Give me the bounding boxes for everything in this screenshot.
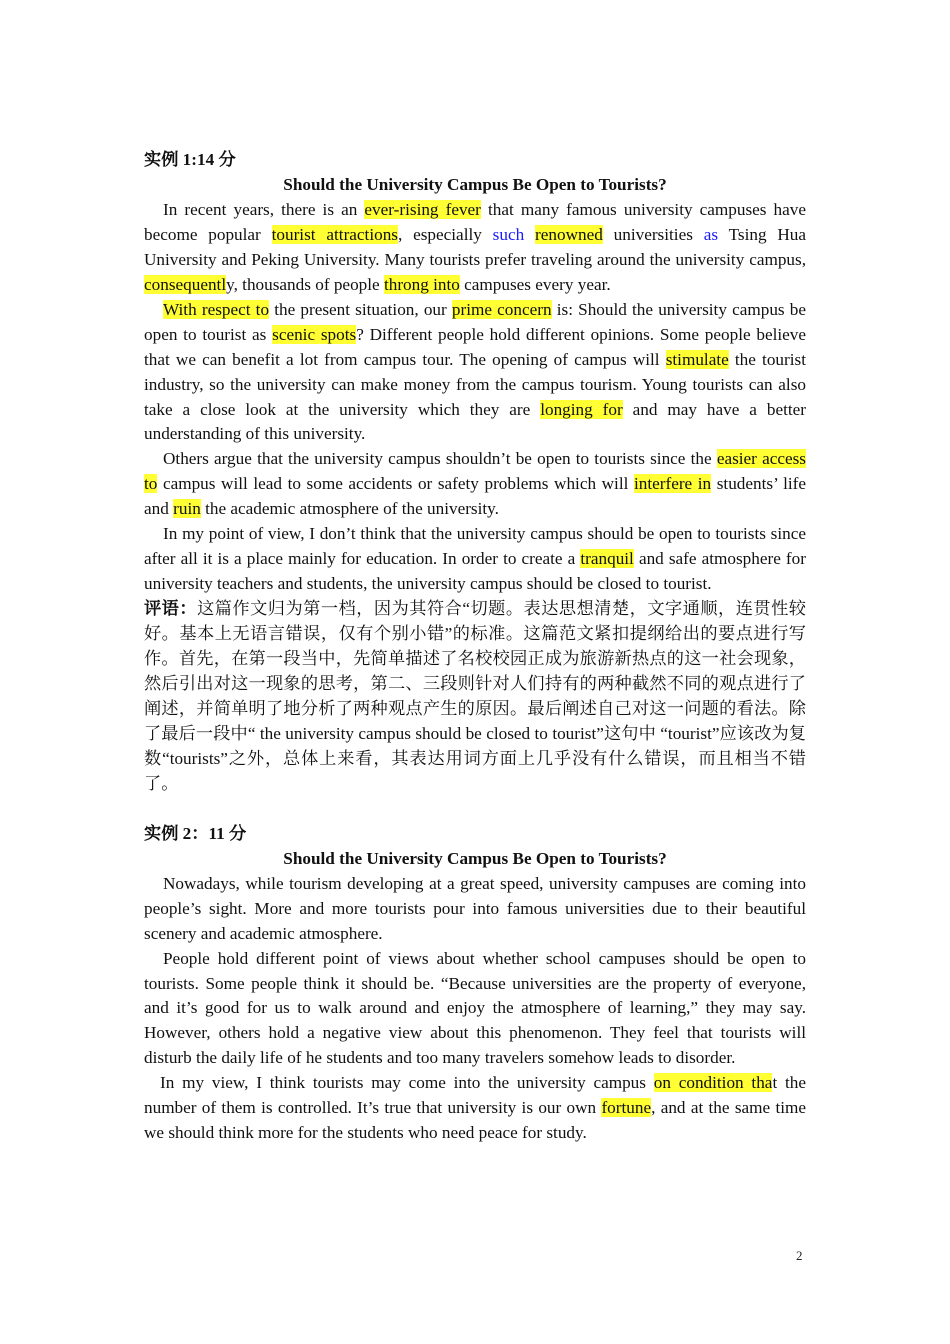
example1-title: Should the University Campus Be Open to Tourists? [283, 174, 667, 194]
example1-paragraph-2: With respect to the present situation, our prime concern is: Should the university campus be open to tourist as scenic spots? Different people hold different opinions. Some people believe that we can benefit a lot from campus tour. The opening of campus will stimulate the tourist industry, so the university can make money from the campus tourism. Young tourists can also take a close look at the university which they are longing for and may have a better understanding of this university. [144, 299, 806, 444]
highlight: ever-rising fever [364, 199, 481, 219]
highlight: consequentl [144, 274, 227, 294]
example2-title: Should the University Campus Be Open to Tourists? [283, 848, 667, 868]
highlight: throng into [383, 274, 460, 294]
highlight: prime concern [451, 299, 552, 319]
highlight: on condition tha [653, 1073, 773, 1093]
highlight: renowned [535, 224, 603, 244]
example1-paragraph-3: Others argue that the university campus shouldn’t be open to tourists since the easier access to campus will lead to some accidents or safety problems which will interfere in students’ life and ruin the academic atmosphere of the university. [144, 449, 807, 519]
example1-paragraph-4: In my point of view, I don’t think that the university campus should be open to tourists since after all it is a place mainly for education. In order to create a tranquil and safe atmosphere for university teachers and students, the university campus should be closed to tourist. [144, 524, 806, 594]
review-label: 评语： [144, 599, 198, 619]
review-text: 这篇作文归为第一档，因为其符合“切题。表达思想清楚，文字通顺，连贯性较好。基本上无语言错误，仅有个别小错”的标准。这篇范文紧扣提纲给出的要点进行写作。首先，在第一段当中，先简单描述了名校校园正成为旅游新热点的这一社会现象，然后引出对这一现象的思考，第二、三段则针对人们持有的两种截然不同的观点进行了阐述，并简单明了地分析了两种观点产生的原因。最后阐述自己对这一问题的看法。除了最后一段中“ the university campus should be closed to tourist”这句中 “tourist”应该改为复数“tourists”之外，总体上来看，其表达用词方面上几乎没有什么错误，而且相当不错了。 [144, 599, 806, 793]
highlight: stimulate [665, 349, 729, 369]
example2-paragraph-3: In my view, I think tourists may come into the university campus on condition that the number of them is controlled. It’s true that university is our own fortune, and at the same time we should think more for the students who need peace for study. [144, 1073, 806, 1143]
section-gap [144, 797, 806, 822]
highlight: tourist attractions [271, 224, 398, 244]
page-number: 2 [796, 1248, 803, 1263]
highlight: easier access to [144, 449, 806, 494]
highlight: tranquil [580, 549, 634, 569]
example2-paragraph-1: Nowadays, while tourism developing at a great speed, university campuses are coming into people’s sight. More and more tourists pour into famous universities due to their beautiful scenery and academic atmosphere. [144, 873, 806, 943]
highlight: longing for [540, 399, 623, 419]
example2-paragraph-2: People hold different point of views about whether school campuses should be open to tourists. Some people think it should be. “Because universities are the property of everyone, and it’s good for us to walk around and enjoy the atmosphere of learning,” they may say. However, others hold a negative view about this phenomenon. They feel that tourists will disturb the daily life of he students and too many travelers somehow leads to disorder. [144, 948, 806, 1068]
example1-paragraph-1: In recent years, there is an ever-rising fever that many famous university campuses have become popular tourist attractions, especially such renowned universities as Tsing Hua University and Peking University. Many tourists prefer traveling around the university campus, consequently, thousands of people throng into campuses every year. [144, 199, 807, 294]
highlight: ruin [173, 499, 201, 519]
example1-review [144, 597, 806, 797]
highlight: interfere in [633, 474, 712, 494]
highlight: scenic spots [272, 324, 357, 344]
highlight: fortune [601, 1098, 652, 1118]
document-page [144, 148, 806, 1146]
example1-label: 实例 1:14 分 [144, 150, 236, 169]
blue-word: such [492, 224, 525, 244]
highlight: With respect to [163, 299, 270, 319]
example2-label: 实例 2：11 分 [144, 823, 247, 843]
blue-word: as [703, 224, 719, 244]
